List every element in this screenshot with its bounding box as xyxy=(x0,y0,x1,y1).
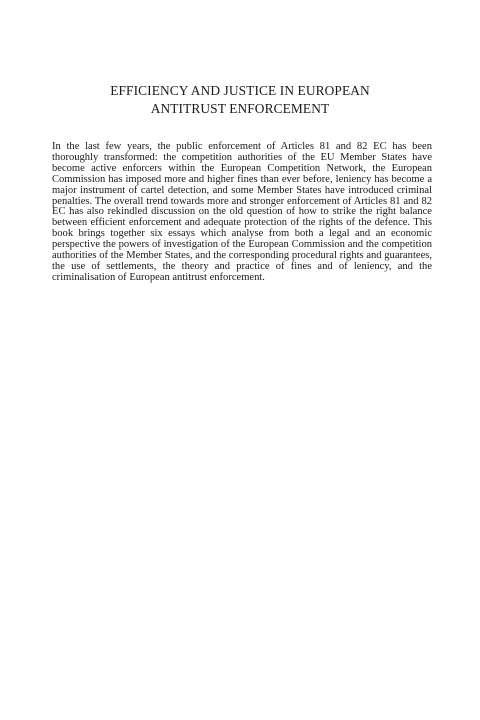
title-line-2: ANTITRUST ENFORCEMENT xyxy=(150,101,330,116)
page-title xyxy=(40,82,440,118)
title-line-1: EFFICIENCY AND JUSTICE IN EUROPEAN xyxy=(110,83,370,98)
description-paragraph: In the last few years, the public enforcement of Articles 81 and 82 EC has been thoroughly transformed: the competition authorities of the EU Member States have become active enforcers within the European Competition Network, the European Commission has imposed more and higher fines than ever before, leniency has become a major instrument of cartel detection, and some Member States have introduced criminal penalties. The overall trend towards more and stronger enforcement of Articles 81 and 82 EC has also rekindled discussion on the old question of how to strike the right balance between efficient enforcement and adequate protection of the rights of the defence. This book brings together six essays which analyse from both a legal and an economic perspective the powers of investigation of the European Commission and the competition authorities of the Member States, and the corresponding procedural rights and guarantees, the use of settlements, the theory and practice of fines and of leniency, and the criminalisation of European antitrust enforcement. xyxy=(52,141,432,283)
